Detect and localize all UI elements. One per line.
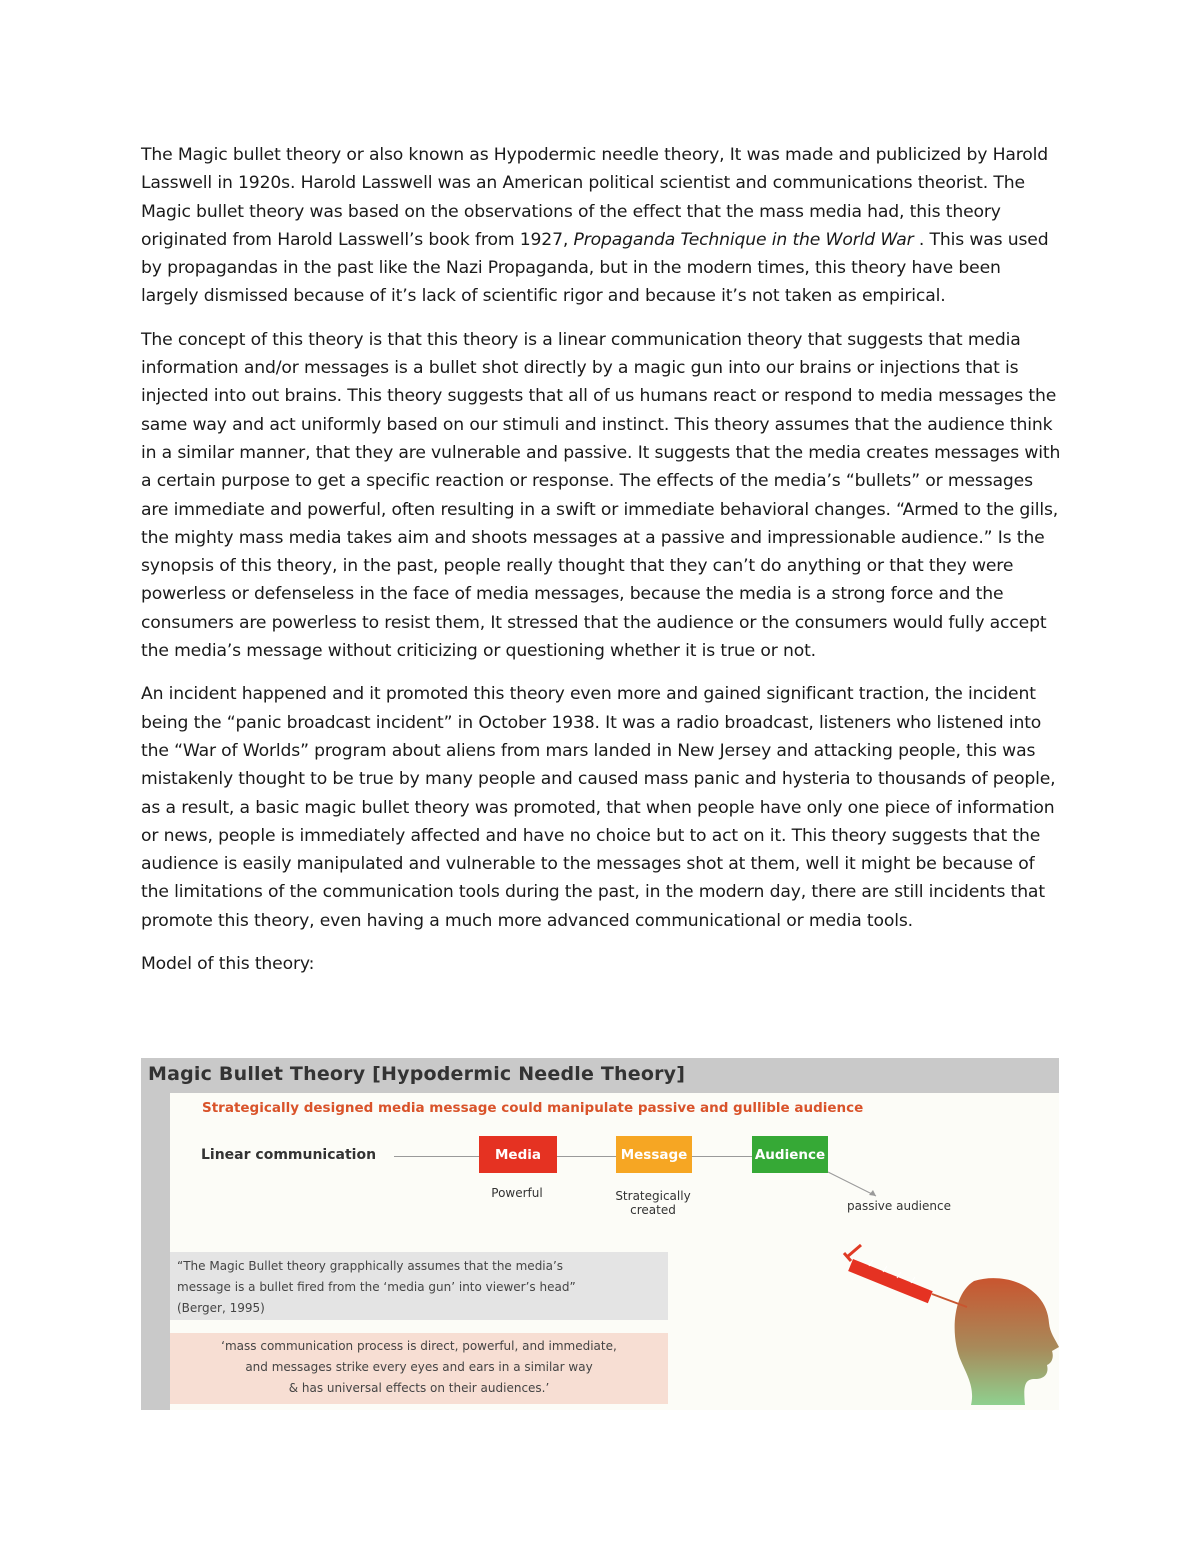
figure-title: Magic Bullet Theory [Hypodermic Needle Theory] [148,1063,686,1085]
mass-communication-quote [170,1333,668,1404]
figure-left-bar [141,1093,170,1410]
powerful-caption: Powerful [491,1186,543,1200]
mass-quote-line1: ‘mass communication process is direct, powerful, and immediate, [221,1339,617,1353]
berger-quote [170,1252,668,1320]
berger-quote-line1: “The Magic Bullet theory grapphically assumes that the media’s [177,1259,564,1273]
mass-quote-line3: & has universal effects on their audiences.’ [288,1381,550,1395]
berger-quote-line2: message is a bullet fired from the ‘media gun’ into viewer’s head” [177,1280,576,1294]
syringe-head-illustration [839,1243,1059,1408]
magic-bullet-figure [141,1058,1059,1410]
passive-pointer-icon [826,1170,886,1200]
book-title: Propaganda Technique in the World War [573,229,914,250]
media-box: Media [479,1136,557,1173]
paragraph-1-text-a: The Magic bullet theory or also known as Hypodermic needle theory, It was made and publicized by Harold Lasswell in 1920s. Harold Lasswell was an American political scientist and communications theorist. The Magic bullet theory was based on the observations of the effect that the mass media had, this theory originated from Harold Lasswell’s book from 1927, [141,145,1049,250]
syringe-icon [844,1245,967,1307]
connector-line [557,1156,616,1157]
audience-box: Audience [752,1136,828,1173]
connector-line [394,1156,479,1157]
paragraph-2: The concept of this theory is that this theory is a linear communication theory that suggests that media information and/or messages is a bullet shot directly by a magic gun into our brains or injections that is injected into out brains. This theory suggests that all of us humans react or respond to media messages the same way and act uniformly based on our stimuli and instinct. This theory assumes that the audience think in a similar manner, that they are vulnerable and passive. It suggests that the media creates messages with a certain purpose to get a specific reaction or response. The effects of the media’s “bullets” or messages are immediate and powerful, often resulting in a swift or immediate behavioral changes. “Armed to the gills, the mighty mass media takes aim and shoots messages at a passive and impressionable audience.” Is the synopsis of this theory, in the past, people really thought that they can’t do anything or that they were powerless or defenseless in the face of media messages, because the media is a strong force and the consumers are powerless to resist them, It stressed that the audience or the consumers would fully accept the media’s message without criticizing or questioning whether it is true or not. [141,329,1061,662]
strategic-caption [603,1189,703,1217]
mass-quote-line2: and messages strike every eyes and ears in a similar way [245,1360,593,1374]
model-label: Model of this theory: [141,954,315,975]
connector-line [692,1156,752,1157]
head-icon [955,1278,1059,1405]
paragraph-3: An incident happened and it promoted this theory even more and gained significant traction, the incident being the “panic broadcast incident” in October 1938. It was a radio broadcast, listeners who listened into the “War of Worlds” program about aliens from mars landed in New Jersey and attacking people, this was mistakenly thought to be true by many people and caused mass panic and hysteria to thousands of people, as a result, a basic magic bullet theory was promoted, that when people have only one piece of information or news, people is immediately affected and have no choice but to act on it. This theory suggests that the audience is easily manipulated and vulnerable to the messages shot at them, well it might be because of the limitations of the communication tools during the past, in the modern day, there are still incidents that promote this theory, even having a much more advanced communicational or media tools. [141,684,1056,931]
linear-communication-label: Linear communication [201,1147,377,1163]
figure-subtitle: Strategically designed media message could manipulate passive and gullible audience [202,1100,864,1116]
strategic-caption-line1: Strategically [615,1189,691,1203]
passive-audience-caption: passive audience [847,1199,951,1213]
paragraph-1-text-b: . This was used by propagandas in the past like the Nazi Propaganda, but in the modern times, this theory have been largely dismissed because of it’s lack of scientific rigor and because it’s not taken as empirical. [141,229,1049,307]
strategic-caption-line2: created [630,1203,676,1217]
berger-quote-line3: (Berger, 1995) [177,1301,265,1315]
body-text [141,141,1061,993]
message-box: Message [616,1136,692,1173]
paragraph-1 [141,141,1061,311]
